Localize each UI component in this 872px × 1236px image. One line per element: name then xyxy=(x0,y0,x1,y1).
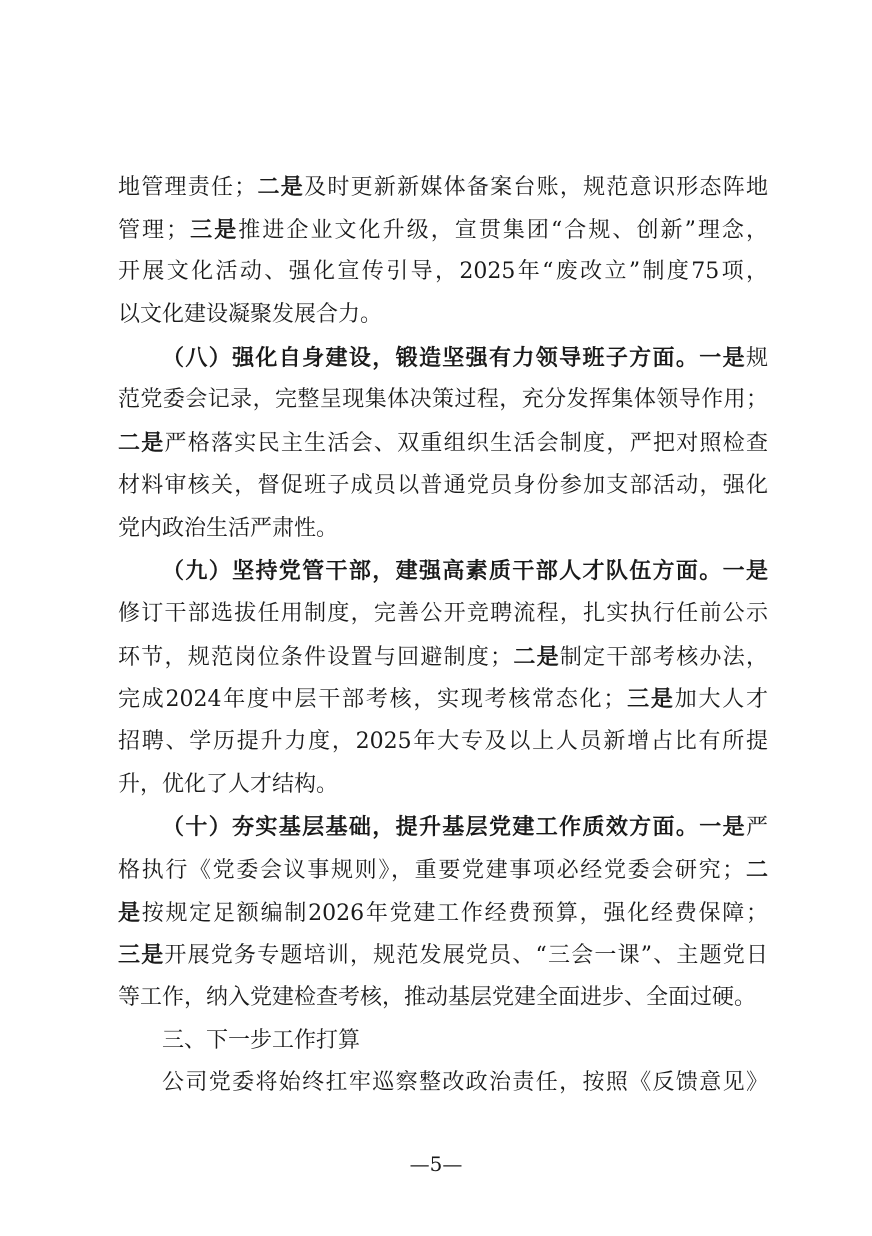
text-run: 按规定足额编制2026年党建工作经费预算，强化经费保障； xyxy=(141,900,768,926)
text-run: 修订干部选拔任用制度，完善公开竞聘流程，扎实执行任前公示 xyxy=(118,600,768,626)
text-run: 三、下一步工作打算 xyxy=(162,1027,361,1053)
page-number: —5— xyxy=(409,1152,463,1176)
text-run: 范党委会记录，完整呈现集体决策过程，充分发挥集体领导作用； xyxy=(118,387,768,413)
text-run: 以文化建设凝聚发展合力。 xyxy=(118,302,383,328)
text-line xyxy=(118,508,768,551)
text-run: 地管理责任； xyxy=(118,175,257,200)
text-run: 及时更新新媒体备案台账，规范意识形态阵地 xyxy=(304,175,768,200)
text-line xyxy=(118,593,768,636)
text-line xyxy=(118,465,768,508)
text-run: 严 xyxy=(745,815,768,841)
text-run: 规 xyxy=(745,345,768,371)
text-line xyxy=(118,806,768,849)
bold-text: （九）坚持党管干部，建强高素质干部人才队伍方面。一是 xyxy=(162,558,768,585)
bold-text: 三是 xyxy=(188,216,239,243)
bold-text: 三是 xyxy=(625,686,675,713)
text-run: 党内政治生活严肃性。 xyxy=(118,515,339,541)
text-line xyxy=(118,721,768,764)
text-run: 完成2024年度中层干部考核，实现考核常态化； xyxy=(118,687,626,713)
text-line xyxy=(118,209,768,252)
text-run: 管理； xyxy=(118,217,189,243)
text-line xyxy=(118,764,768,807)
text-run: 加大人才 xyxy=(674,687,768,713)
text-run: 等工作，纳入党建检查考核，推动基层党建全面进步、全面过硬。 xyxy=(118,985,757,1011)
bold-text: 是 xyxy=(118,899,142,926)
text-line xyxy=(118,1062,768,1105)
text-line xyxy=(118,636,768,679)
bold-text: 二是 xyxy=(118,430,165,457)
text-run: 格执行《党委会议事规则》，重要党建事项必经党委会研究； xyxy=(118,858,745,883)
bold-text: （十）夯实基层基础，提升基层党建工作质效方面。一是 xyxy=(162,814,746,841)
text-run: 招聘、学历提升力度，2025年大专及以上人员新增占比有所提 xyxy=(118,728,768,754)
text-line xyxy=(118,934,768,977)
text-line xyxy=(118,379,768,422)
text-line xyxy=(118,849,768,892)
bold-text: 二是 xyxy=(512,643,560,670)
text-line xyxy=(118,294,768,337)
bold-text: 二是 xyxy=(256,174,305,200)
text-run: 制定干部考核办法， xyxy=(559,644,768,670)
text-line xyxy=(118,977,768,1020)
text-line xyxy=(118,678,768,721)
bold-text: 二 xyxy=(744,857,768,883)
bold-text: 三是 xyxy=(118,942,165,969)
text-run: 材料审核关，督促班子成员以普通党员身份参加支部活动，强化 xyxy=(118,472,768,498)
text-run: 开展党务专题培训，规范发展党员、“三会一课”、主题党日 xyxy=(164,943,768,969)
text-run: 开展文化活动、强化宣传引导，2025年“废改立”制度75项， xyxy=(118,259,768,285)
text-run: 公司党委将始终扛牢巡察整改政治责任，按照《反馈意见》 xyxy=(162,1070,768,1096)
text-run: 严格落实民主生活会、双重组织生活会制度，严把对照检查 xyxy=(164,431,768,457)
bold-text: （八）强化自身建设，锻造坚强有力领导班子方面。一是 xyxy=(162,344,746,371)
text-line xyxy=(118,1020,768,1063)
text-line xyxy=(118,422,768,465)
text-line xyxy=(118,550,768,593)
text-line xyxy=(118,337,768,380)
text-run: 升，优化了人才结构。 xyxy=(118,771,339,797)
text-line xyxy=(118,892,768,935)
body-text xyxy=(118,166,768,1105)
text-run: 环节，规范岗位条件设置与回避制度； xyxy=(118,644,513,670)
text-line xyxy=(118,251,768,294)
text-line xyxy=(118,166,768,209)
text-run: 推进企业文化升级，宣贯集团“合规、创新”理念， xyxy=(238,217,768,243)
